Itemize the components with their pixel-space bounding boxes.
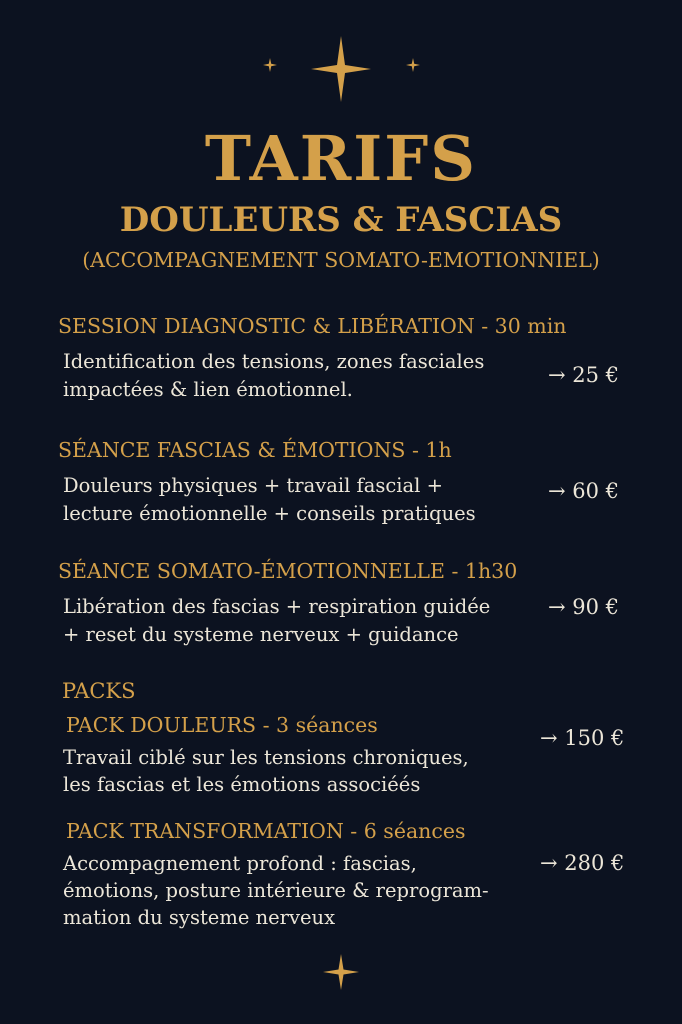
session-title: SÉANCE FASCIAS & ÉMOTIONS - 1h [58, 438, 452, 462]
session-title: SESSION DIAGNOSTIC & LIBÉRATION - 30 min [58, 314, 567, 338]
top-star-ornament [0, 36, 682, 106]
page-title: TARIFS [204, 122, 478, 195]
pack-description-line: Travail ciblé sur les tensions chroniques, [63, 746, 469, 769]
session-price: → 60 € [548, 479, 620, 503]
session-price: → 25 € [548, 363, 620, 387]
page-subtitle: DOULEURS & FASCIAS [119, 200, 563, 240]
session-description-line: impactées & lien émotionnel. [63, 378, 353, 401]
pack-description-line: Accompagnement profond : fascias, [63, 852, 417, 875]
session-description-line: Identification des tensions, zones fasciales [63, 350, 485, 373]
session-title: SÉANCE SOMATO-ÉMOTIONNELLE - 1h30 [58, 559, 518, 583]
large-star-icon [311, 36, 371, 102]
pack-title: PACK TRANSFORMATION - 6 séances [66, 819, 466, 843]
session-description-line: + reset du systeme nerveux + guidance [63, 623, 459, 646]
page-subtitle-secondary: (ACCOMPAGNEMENT SOMATO-EMOTIONNIEL) [82, 248, 600, 272]
session-price: → 90 € [548, 595, 620, 619]
session-description-line: Douleurs physiques + travail fascial + [63, 474, 443, 497]
star-icon [323, 954, 359, 990]
pack-description-line: mation du systeme nerveux [63, 906, 336, 929]
pack-description-line: les fascias et les émotions associéés [63, 773, 421, 796]
pack-price: → 280 € [540, 851, 625, 875]
session-description-line: lecture émotionnelle + conseils pratiques [63, 502, 476, 525]
small-star-icon [406, 58, 420, 72]
small-star-icon [263, 58, 277, 72]
session-description-line: Libération des fascias + respiration guidée [63, 595, 491, 618]
pack-title: PACK DOULEURS - 3 séances [66, 713, 378, 737]
packs-heading: PACKS [62, 679, 136, 703]
pack-price: → 150 € [540, 726, 625, 750]
pack-description-line: émotions, posture intérieure & reprogram- [63, 879, 489, 902]
